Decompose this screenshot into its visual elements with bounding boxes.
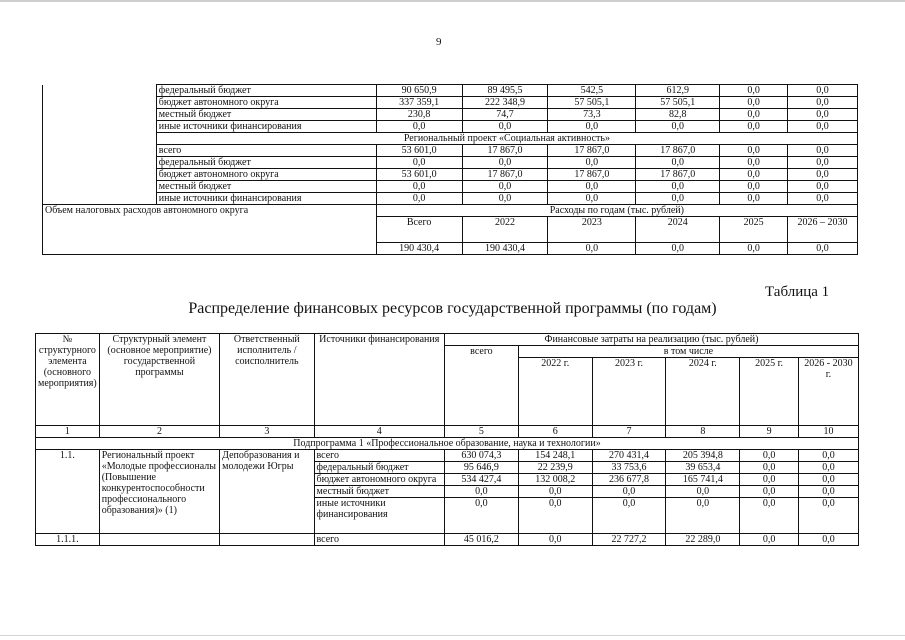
row-label: местный бюджет	[156, 181, 376, 193]
value-cell: 0,0	[720, 193, 788, 205]
row-label: всего	[156, 145, 376, 157]
indent-cell	[43, 121, 157, 133]
item-responsible	[220, 534, 314, 546]
indent-cell	[43, 145, 157, 157]
column-number: 5	[445, 426, 519, 438]
value-cell: 0,0	[548, 157, 636, 169]
value-cell: 0,0	[720, 121, 788, 133]
value-cell: 53 601,0	[376, 169, 462, 181]
value-cell: 0,0	[740, 498, 799, 534]
indent-cell	[43, 133, 157, 145]
source-cell: бюджет автономного округа	[314, 474, 445, 486]
value-cell: 22 727,2	[592, 534, 666, 546]
value-cell: 0,0	[720, 181, 788, 193]
header-element: Структурный элемент (основное мероприятие) государственной программы	[99, 334, 219, 426]
source-cell: всего	[314, 534, 445, 546]
value-cell: 0,0	[376, 181, 462, 193]
indent-cell	[43, 97, 157, 109]
value-cell: 0,0	[376, 121, 462, 133]
indent-cell	[43, 85, 157, 97]
column-number: 2	[99, 426, 219, 438]
value-cell: 0,0	[462, 181, 548, 193]
value-cell: 0,0	[798, 450, 858, 462]
column-number: 6	[518, 426, 592, 438]
value-cell: 74,7	[462, 109, 548, 121]
item-number: 1.1.1.	[36, 534, 100, 546]
value-cell: 0,0	[636, 193, 720, 205]
header-year-2022: 2022 г.	[518, 358, 592, 426]
value-cell: 0,0	[788, 157, 858, 169]
value-cell: 45 016,2	[445, 534, 519, 546]
value-cell: 0,0	[548, 193, 636, 205]
expenses-value: 0,0	[720, 243, 788, 255]
value-cell: 57 505,1	[636, 97, 720, 109]
value-cell: 57 505,1	[548, 97, 636, 109]
indent-cell	[43, 109, 157, 121]
row-label: иные источники финансирования	[156, 121, 376, 133]
header-year-2024: 2024 г.	[666, 358, 740, 426]
value-cell: 132 008,2	[518, 474, 592, 486]
program-distribution-table	[35, 333, 859, 546]
source-cell: местный бюджет	[314, 486, 445, 498]
value-cell: 230,8	[376, 109, 462, 121]
value-cell: 0,0	[788, 97, 858, 109]
value-cell: 89 495,5	[462, 85, 548, 97]
value-cell: 73,3	[548, 109, 636, 121]
indent-cell	[43, 169, 157, 181]
value-cell: 17 867,0	[636, 145, 720, 157]
item-responsible: Депобразования и молодежи Югры	[220, 450, 314, 534]
value-cell: 0,0	[592, 486, 666, 498]
header-year-2026-2030: 2026 - 2030 г.	[798, 358, 858, 426]
page-top-edge	[0, 0, 905, 2]
page-number: 9	[436, 36, 442, 48]
value-cell: 0,0	[740, 450, 799, 462]
value-cell: 205 394,8	[666, 450, 740, 462]
value-cell: 0,0	[462, 121, 548, 133]
value-cell: 0,0	[518, 486, 592, 498]
value-cell: 0,0	[636, 121, 720, 133]
expenses-header: Расходы по годам (тыс. рублей)	[376, 205, 857, 217]
column-number: 4	[314, 426, 445, 438]
table-title: Распределение финансовых ресурсов государственной программы (по годам)	[188, 300, 717, 317]
expenses-value: 0,0	[548, 243, 636, 255]
column-number: 1	[36, 426, 100, 438]
value-cell: 0,0	[376, 193, 462, 205]
value-cell: 95 646,9	[445, 462, 519, 474]
value-cell: 0,0	[462, 157, 548, 169]
row-label: федеральный бюджет	[156, 157, 376, 169]
value-cell: 53 601,0	[376, 145, 462, 157]
row-label: федеральный бюджет	[156, 85, 376, 97]
column-number: 3	[220, 426, 314, 438]
value-cell: 90 650,9	[376, 85, 462, 97]
value-cell: 0,0	[740, 534, 799, 546]
header-year-2023: 2023 г.	[592, 358, 666, 426]
value-cell: 0,0	[518, 534, 592, 546]
indent-cell	[43, 181, 157, 193]
value-cell: 0,0	[740, 474, 799, 486]
header-costs: Финансовые затраты на реализацию (тыс. рублей)	[445, 334, 859, 346]
value-cell: 17 867,0	[636, 169, 720, 181]
value-cell: 33 753,6	[592, 462, 666, 474]
value-cell: 612,9	[636, 85, 720, 97]
value-cell: 337 359,1	[376, 97, 462, 109]
source-cell: иные источники финансирования	[314, 498, 445, 534]
value-cell: 0,0	[636, 157, 720, 169]
value-cell: 39 653,4	[666, 462, 740, 474]
value-cell: 534 427,4	[445, 474, 519, 486]
header-total: всего	[445, 346, 519, 426]
value-cell: 22 239,9	[518, 462, 592, 474]
column-number: 9	[740, 426, 799, 438]
value-cell: 0,0	[798, 474, 858, 486]
source-cell: всего	[314, 450, 445, 462]
value-cell: 0,0	[740, 462, 799, 474]
value-cell: 542,5	[548, 85, 636, 97]
project-title: Региональный проект «Социальная активность»	[156, 133, 857, 145]
value-cell: 0,0	[788, 85, 858, 97]
value-cell: 0,0	[720, 157, 788, 169]
expenses-col-header: 2023	[548, 217, 636, 243]
row-label: бюджет автономного округа	[156, 169, 376, 181]
page-bottom-edge	[0, 635, 905, 636]
source-cell: федеральный бюджет	[314, 462, 445, 474]
subprogram-title: Подпрограмма 1 «Профессиональное образование, наука и технологии»	[36, 438, 859, 450]
expenses-col-header: 2026 – 2030	[788, 217, 858, 243]
value-cell: 0,0	[548, 121, 636, 133]
column-number: 8	[666, 426, 740, 438]
value-cell: 0,0	[788, 181, 858, 193]
value-cell: 0,0	[445, 498, 519, 534]
header-year-2025: 2025 г.	[740, 358, 799, 426]
value-cell: 0,0	[798, 486, 858, 498]
expenses-value: 0,0	[788, 243, 858, 255]
value-cell: 0,0	[445, 486, 519, 498]
tax-expenses-label: Объем налоговых расходов автономного округа	[43, 205, 377, 255]
indent-cell	[43, 193, 157, 205]
value-cell: 17 867,0	[462, 145, 548, 157]
header-including: в том числе	[518, 346, 858, 358]
expenses-value: 190 430,4	[462, 243, 548, 255]
value-cell: 630 074,3	[445, 450, 519, 462]
value-cell: 270 431,4	[592, 450, 666, 462]
item-element: Региональный проект «Молодые профессионалы (Повышение конкурентоспособности профессионального образования)» (1)	[99, 450, 219, 534]
value-cell: 0,0	[798, 462, 858, 474]
value-cell: 0,0	[788, 109, 858, 121]
value-cell: 0,0	[518, 498, 592, 534]
value-cell: 0,0	[798, 534, 858, 546]
header-responsible: Ответственный исполнитель / соисполнитель	[220, 334, 314, 426]
value-cell: 0,0	[376, 157, 462, 169]
column-number: 10	[798, 426, 858, 438]
row-label: бюджет автономного округа	[156, 97, 376, 109]
value-cell: 82,8	[636, 109, 720, 121]
value-cell: 0,0	[462, 193, 548, 205]
expenses-col-header: 2025	[720, 217, 788, 243]
indent-cell	[43, 157, 157, 169]
value-cell: 165 741,4	[666, 474, 740, 486]
value-cell: 22 289,0	[666, 534, 740, 546]
value-cell: 0,0	[548, 181, 636, 193]
expenses-col-header: Всего	[376, 217, 462, 243]
item-number: 1.1.	[36, 450, 100, 534]
value-cell: 0,0	[720, 145, 788, 157]
row-label: иные источники финансирования	[156, 193, 376, 205]
table-label: Таблица 1	[765, 284, 830, 300]
value-cell: 0,0	[720, 169, 788, 181]
value-cell: 17 867,0	[548, 145, 636, 157]
row-label: местный бюджет	[156, 109, 376, 121]
value-cell: 0,0	[740, 486, 799, 498]
expenses-col-header: 2022	[462, 217, 548, 243]
value-cell: 222 348,9	[462, 97, 548, 109]
value-cell: 0,0	[788, 193, 858, 205]
value-cell: 0,0	[798, 498, 858, 534]
value-cell: 17 867,0	[548, 169, 636, 181]
value-cell: 0,0	[720, 85, 788, 97]
header-sources: Источники финансирования	[314, 334, 445, 426]
header-num: № структурного элемента (основного мероприятия)	[36, 334, 100, 426]
value-cell: 0,0	[636, 181, 720, 193]
column-number: 7	[592, 426, 666, 438]
value-cell: 154 248,1	[518, 450, 592, 462]
expenses-value: 0,0	[636, 243, 720, 255]
expenses-value: 190 430,4	[376, 243, 462, 255]
value-cell: 0,0	[666, 486, 740, 498]
value-cell: 236 677,8	[592, 474, 666, 486]
value-cell: 0,0	[788, 145, 858, 157]
expenses-col-header: 2024	[636, 217, 720, 243]
funding-continuation-table	[42, 84, 858, 255]
value-cell: 0,0	[788, 169, 858, 181]
value-cell: 0,0	[720, 109, 788, 121]
value-cell: 17 867,0	[462, 169, 548, 181]
value-cell: 0,0	[666, 498, 740, 534]
item-element	[99, 534, 219, 546]
value-cell: 0,0	[788, 121, 858, 133]
value-cell: 0,0	[720, 97, 788, 109]
value-cell: 0,0	[592, 498, 666, 534]
